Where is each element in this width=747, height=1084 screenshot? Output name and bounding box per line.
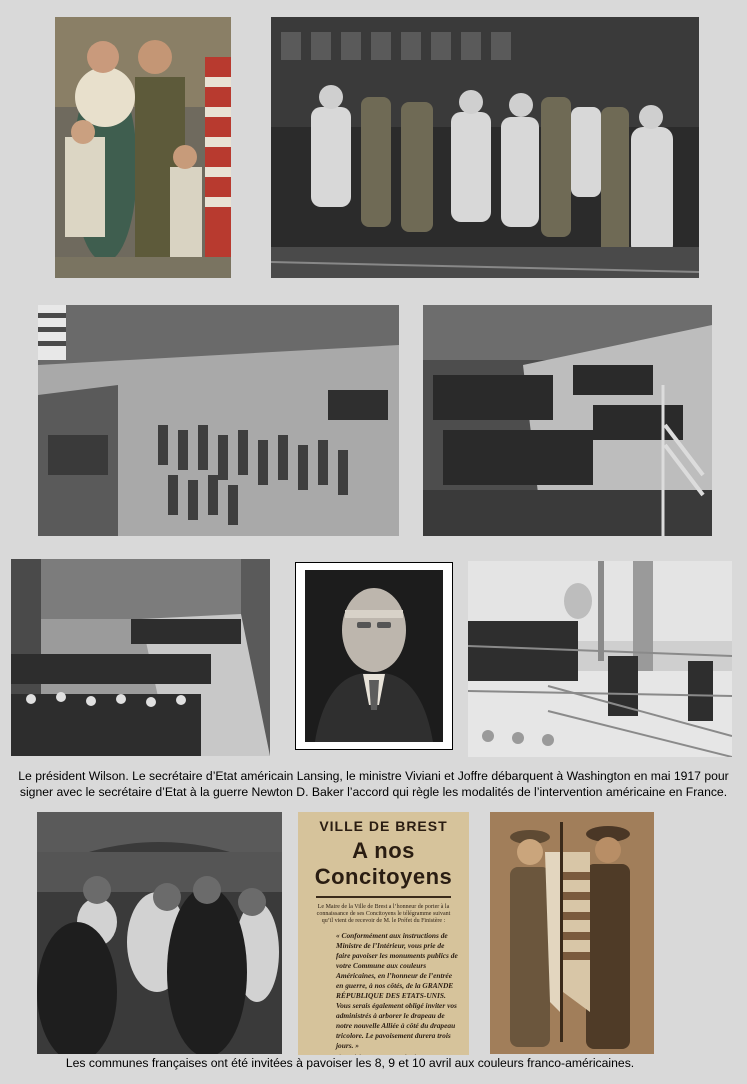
photo-troops-formation-aerial [423, 305, 712, 536]
photo-soldier-family-farewell [55, 17, 231, 278]
caption-wilson-lansing-viviani-joffre: Le président Wilson. Le secrétaire d’Etat américain Lansing, le ministre Viviani et Joffre débarquent à Washington en mai 1917 pour signer avec le secrétaire d’Etat à la guerre Newton D. Baker l’accord qui règle les modalités de l’intervention américaine en France. [18, 769, 729, 799]
poster-ville-de-brest [298, 812, 469, 1055]
photo-ship-deck-arrival [468, 561, 732, 757]
photo-street-parade-troops [38, 305, 399, 536]
poster-title-small: VILLE DE BREST [319, 818, 448, 834]
photo-soldiers-train-farewell [271, 17, 699, 278]
poster-divider [316, 896, 451, 898]
caption-communes-pavoiser: Les communes françaises ont été invitées à pavoiser les 8, 9 et 10 avril aux couleurs franco-américaines. [65, 1056, 635, 1070]
poster-lead-text: Le Maire de la Ville de Brest a l’honneur de porter à la connaissance de ses Concitoyens le télégramme suivant qu’il vient de recevoir de M. le Préfet du Finistère : [316, 904, 451, 924]
poster-quote: « Conformément aux instructions de Ministre de l’Intérieur, vous prie de faire pavoiser les monuments publics de votre Commune aux couleurs Américaines, en l’honneur de l’entrée en guerre, à nos côtés, de la GRANDE RÉPUBLIQUE DES ETATS-UNIS. Vous serais également obligé inviter vos administrés à arborer le drapeau de notre nouvelle Alliée à côté du drapeau tricolore. Le pavoisement durera trois jours. » [336, 931, 458, 1050]
photo-president-wilson [305, 570, 443, 742]
photo-frame-president-wilson [295, 562, 453, 750]
photo-crowd-farewell-kiss [37, 812, 282, 1054]
poster-title-big: A nos Concitoyens [314, 838, 453, 889]
photo-two-soldiers-flags [490, 812, 654, 1054]
photo-washington-crowd-street [11, 559, 270, 756]
